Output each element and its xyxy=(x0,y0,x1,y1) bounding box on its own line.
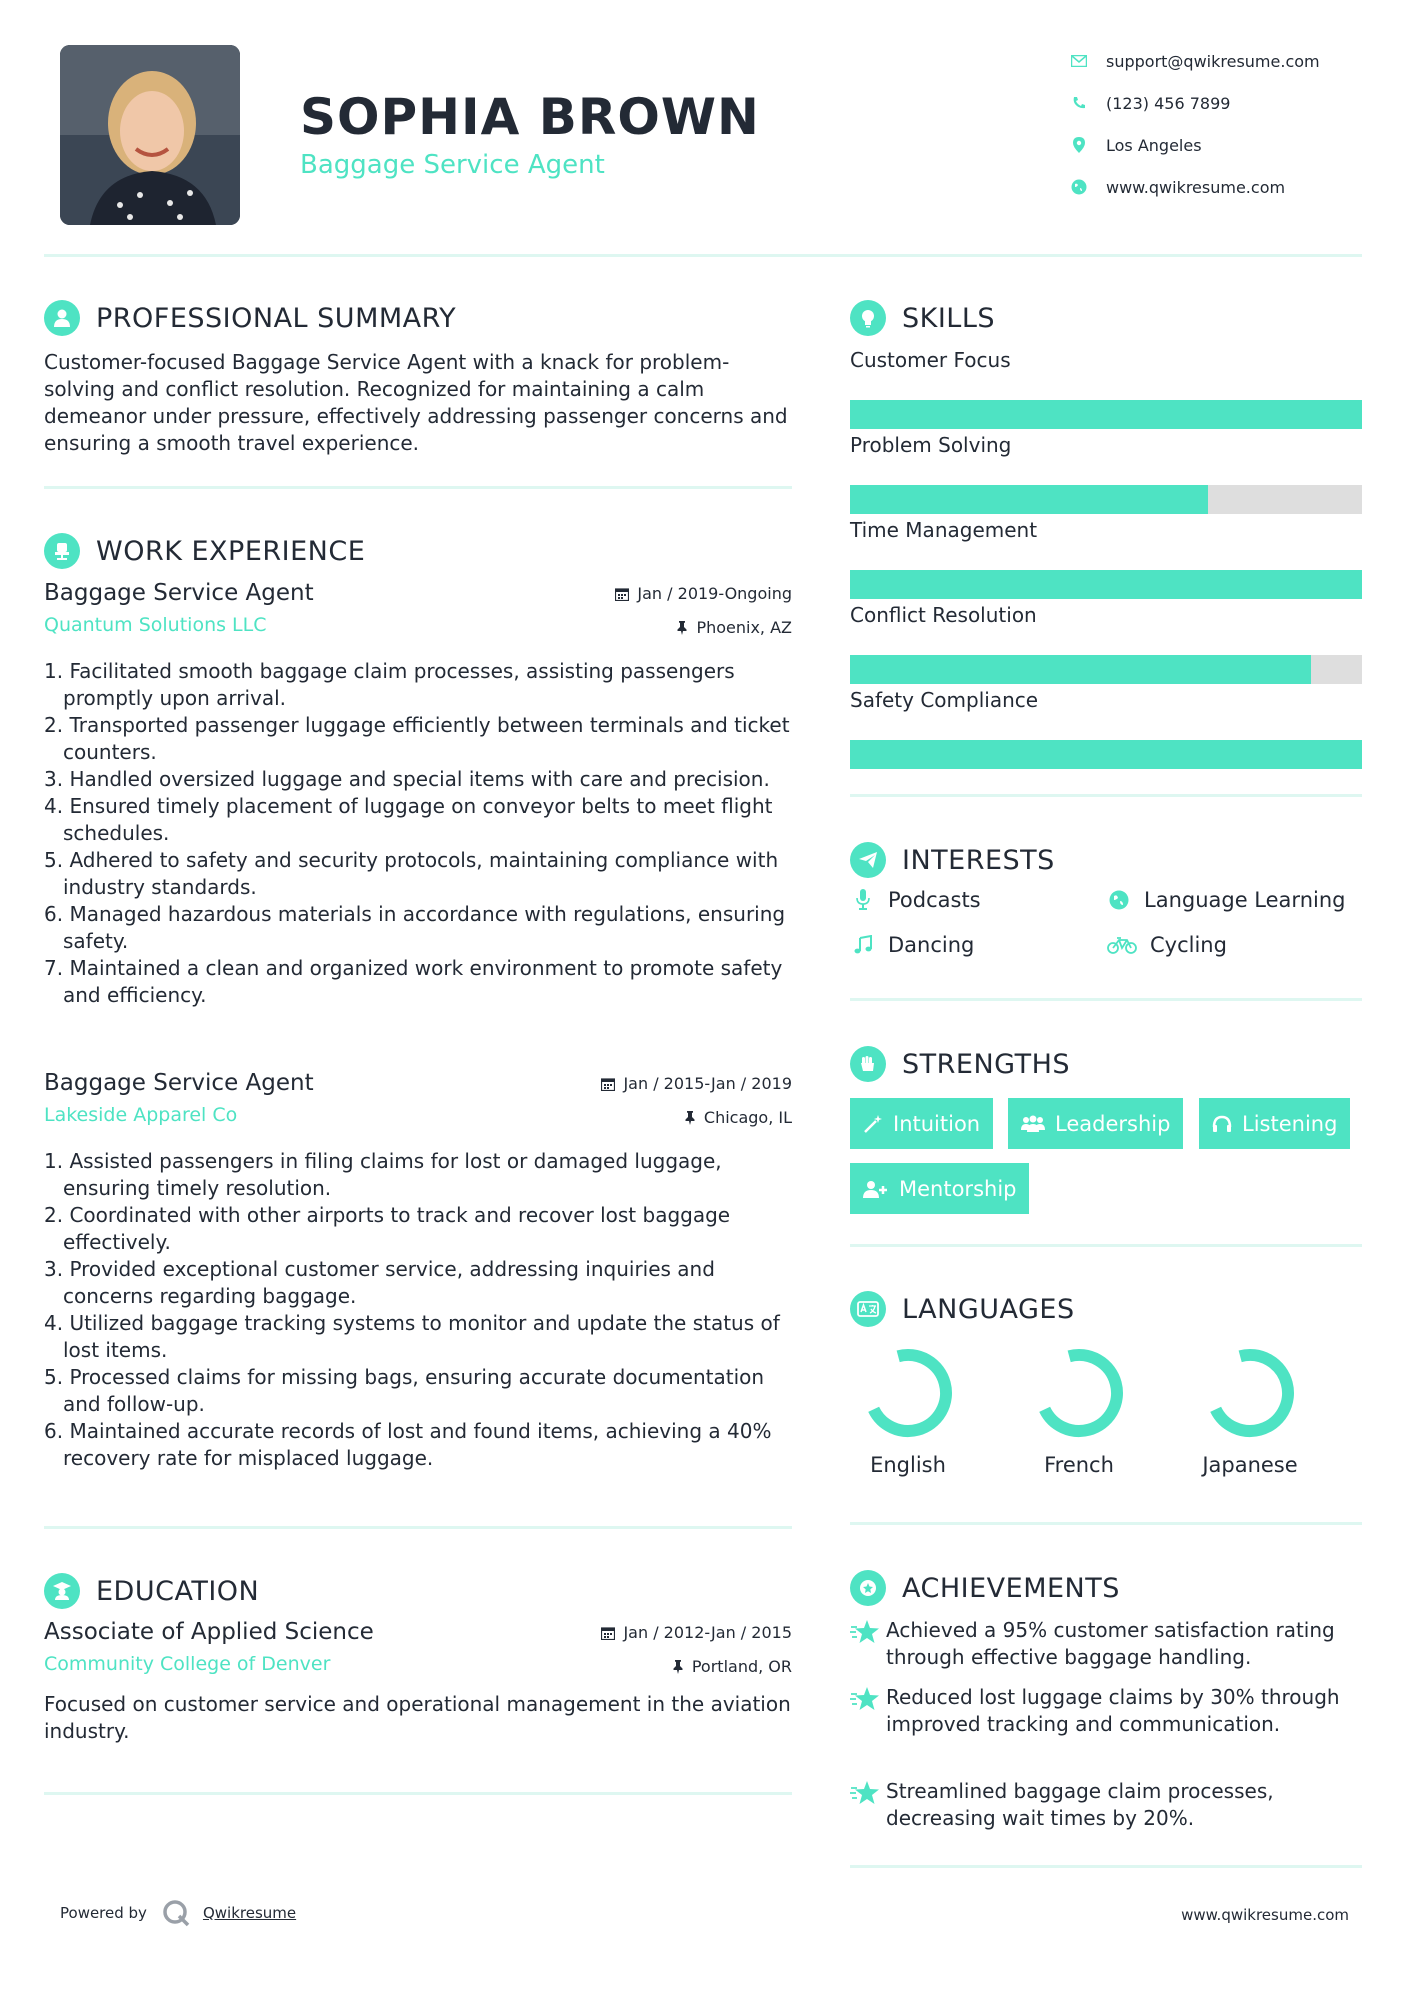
list-item: 4. Utilized baggage tracking systems to monitor and update the status of lost items. xyxy=(44,1311,780,1362)
list-item: 3. Provided exceptional customer service, addressing inquiries and concerns regarding baggage. xyxy=(44,1257,715,1308)
summary-heading: PROFESSIONAL SUMMARY xyxy=(96,302,457,334)
achievements-section-header xyxy=(850,1570,1120,1606)
languages-heading: LANGUAGES xyxy=(902,1293,1075,1325)
contact-website-text: www.qwikresume.com xyxy=(1106,177,1286,197)
lightbulb-icon xyxy=(850,300,886,336)
skill-name: Conflict Resolution xyxy=(850,603,1037,627)
interests-divider xyxy=(850,998,1362,1001)
skill-item xyxy=(850,688,1362,769)
summary-text: Customer-focused Baggage Service Agent with a knack for problem-solving and conflict resolution. Recognized for maintaining a calm demeanor under pressure, effectively addressing passenger concerns and ensuring a smooth travel experience. xyxy=(44,350,788,455)
job-date xyxy=(615,584,792,603)
work-heading: WORK EXPERIENCE xyxy=(96,535,366,567)
user-plus-icon xyxy=(863,1180,889,1198)
envelope-icon xyxy=(1068,51,1090,71)
strength-label: Mentorship xyxy=(899,1176,1017,1201)
list-item: 1. Assisted passengers in filing claims for lost or damaged luggage, ensuring timely resolution. xyxy=(44,1149,722,1200)
education-location-text: Portland, OR xyxy=(691,1657,792,1676)
achievement-item xyxy=(850,1778,1370,1832)
language-ring xyxy=(1031,1345,1127,1441)
skill-name: Problem Solving xyxy=(850,433,1012,457)
skill-name: Time Management xyxy=(850,518,1038,542)
job-bullets xyxy=(44,1148,792,1472)
job-bullets xyxy=(44,658,792,1009)
job-company: Quantum Solutions LLC xyxy=(44,614,267,636)
skill-bar xyxy=(850,570,1362,599)
skill-bar xyxy=(850,485,1362,514)
language-ring-arc xyxy=(1203,1346,1296,1439)
language-item xyxy=(848,1345,968,1477)
bicycle-icon xyxy=(1106,933,1138,957)
job-date-text: Jan / 2015-Jan / 2019 xyxy=(623,1074,792,1093)
language-icon xyxy=(850,1291,886,1327)
phone-icon xyxy=(1068,93,1090,113)
contact-email[interactable] xyxy=(1068,40,1398,82)
strength-label: Leadership xyxy=(1055,1111,1171,1136)
list-item: 4. Ensured timely placement of luggage on conveyor belts to meet flight schedules. xyxy=(44,794,773,845)
job-title: Baggage Service Agent xyxy=(44,1070,314,1096)
job-date-text: Jan / 2019-Ongoing xyxy=(637,584,792,603)
list-item: 3. Handled oversized luggage and special items with care and precision. xyxy=(44,767,770,791)
job-location xyxy=(676,618,792,637)
skill-bar xyxy=(850,655,1362,684)
pushpin-icon xyxy=(684,1111,696,1125)
strengths-heading: STRENGTHS xyxy=(902,1048,1071,1080)
interest-label: Cycling xyxy=(1150,933,1227,957)
language-ring xyxy=(1202,1345,1298,1441)
star-icon xyxy=(850,1684,886,1738)
language-item xyxy=(1190,1345,1310,1477)
skill-bar-fill xyxy=(850,570,1362,599)
strength-tag xyxy=(1008,1098,1183,1149)
list-item: 2. Transported passenger luggage efficiently between terminals and ticket counters. xyxy=(44,713,790,764)
contact-phone[interactable] xyxy=(1068,82,1398,124)
strengths-divider xyxy=(850,1244,1362,1247)
job-location-text: Phoenix, AZ xyxy=(696,618,792,637)
office-chair-icon xyxy=(44,533,80,569)
rosette-icon xyxy=(850,1570,886,1606)
job-company: Lakeside Apparel Co xyxy=(44,1104,238,1126)
contact-location xyxy=(1068,124,1398,166)
star-icon xyxy=(850,1778,886,1832)
calendar-icon xyxy=(601,1626,615,1640)
skill-bar-fill xyxy=(850,485,1208,514)
list-item: 6. Managed hazardous materials in accordance with regulations, ensuring safety. xyxy=(44,902,786,953)
list-item: 2. Coordinated with other airports to track and recover lost baggage effectively. xyxy=(44,1203,731,1254)
interest-item xyxy=(850,888,981,912)
achievement-text: Streamlined baggage claim processes, decreasing wait times by 20%. xyxy=(886,1779,1274,1830)
graduate-icon xyxy=(44,1573,80,1609)
interest-label: Language Learning xyxy=(1144,888,1346,912)
interests-section-header xyxy=(850,842,1055,878)
footer-website[interactable]: www.qwikresume.com xyxy=(1181,1906,1349,1924)
languages-section-header xyxy=(850,1291,1075,1327)
skill-bar xyxy=(850,400,1362,429)
skills-section-header xyxy=(850,300,995,336)
education-divider xyxy=(44,1792,792,1795)
microphone-icon xyxy=(850,888,876,912)
list-item: 5. Adhered to safety and security protocols, maintaining compliance with industry standards. xyxy=(44,848,779,899)
work-section-header xyxy=(44,533,365,569)
education-date-text: Jan / 2012-Jan / 2015 xyxy=(623,1623,792,1642)
language-name: Japanese xyxy=(1202,1453,1298,1477)
language-name: French xyxy=(1044,1453,1114,1477)
language-ring-arc xyxy=(1032,1346,1125,1439)
contact-location-text: Los Angeles xyxy=(1106,135,1202,155)
strength-label: Intuition xyxy=(893,1111,981,1136)
achievement-item xyxy=(850,1617,1370,1671)
skill-bar xyxy=(850,740,1362,769)
skill-item xyxy=(850,603,1362,684)
profile-photo-image xyxy=(60,45,240,225)
job-location xyxy=(684,1108,792,1127)
school-name: Community College of Denver xyxy=(44,1653,331,1675)
achievement-item xyxy=(850,1684,1370,1738)
languages-divider xyxy=(850,1522,1362,1525)
summary-divider xyxy=(44,486,792,489)
job-entry xyxy=(44,1070,792,1472)
skill-bar-fill xyxy=(850,740,1362,769)
interest-item xyxy=(1106,933,1227,957)
map-pin-icon xyxy=(1068,135,1090,155)
skill-name: Customer Focus xyxy=(850,348,1011,372)
interest-label: Dancing xyxy=(888,933,975,957)
job-location-text: Chicago, IL xyxy=(703,1108,792,1127)
interest-item xyxy=(1106,888,1345,912)
education-entry xyxy=(44,1619,792,1745)
calendar-icon xyxy=(601,1077,615,1091)
interest-label: Podcasts xyxy=(888,888,981,912)
globe-icon xyxy=(1106,888,1132,912)
pushpin-icon xyxy=(676,621,688,635)
strength-tag xyxy=(1199,1098,1350,1149)
job-date xyxy=(601,1074,792,1093)
achievements-heading: ACHIEVEMENTS xyxy=(902,1572,1120,1604)
language-ring-arc xyxy=(861,1346,954,1439)
education-description: Focused on customer service and operational management in the aviation industry. xyxy=(44,1692,791,1743)
skill-item xyxy=(850,518,1362,599)
magic-wand-icon xyxy=(863,1114,883,1134)
contact-website[interactable] xyxy=(1068,166,1398,208)
skill-bar-fill xyxy=(850,400,1362,429)
degree-title: Associate of Applied Science xyxy=(44,1619,374,1645)
profile-photo xyxy=(60,45,240,225)
list-item: 7. Maintained a clean and organized work environment to promote safety and efficiency. xyxy=(44,956,783,1007)
footer-powered-by xyxy=(60,1898,296,1928)
candidate-name: SOPHIA BROWN xyxy=(300,88,760,146)
skill-name: Safety Compliance xyxy=(850,688,1039,712)
summary-section-header xyxy=(44,300,456,336)
skills-divider xyxy=(850,794,1362,797)
list-item: 1. Facilitated smooth baggage claim processes, assisting passengers promptly upon arrival. xyxy=(44,659,735,710)
job-title: Baggage Service Agent xyxy=(44,580,314,606)
language-item xyxy=(1019,1345,1139,1477)
raised-fist-icon xyxy=(850,1046,886,1082)
skill-bar-fill xyxy=(850,655,1311,684)
education-date xyxy=(601,1623,792,1642)
strength-label: Listening xyxy=(1242,1111,1338,1136)
interest-item xyxy=(850,933,974,957)
star-icon xyxy=(850,1617,886,1671)
contact-info xyxy=(1068,40,1398,208)
interests-heading: INTERESTS xyxy=(902,844,1055,876)
achievements-divider xyxy=(850,1865,1362,1868)
work-divider xyxy=(44,1526,792,1529)
contact-email-text: support@qwikresume.com xyxy=(1106,51,1320,71)
list-item: 5. Processed claims for missing bags, ensuring accurate documentation and follow-up. xyxy=(44,1365,765,1416)
language-name: English xyxy=(870,1453,946,1477)
job-entry xyxy=(44,580,792,1009)
candidate-title: Baggage Service Agent xyxy=(300,150,605,180)
contact-phone-text: (123) 456 7899 xyxy=(1106,93,1231,113)
education-location xyxy=(672,1657,792,1676)
calendar-icon xyxy=(615,587,629,601)
education-section-header xyxy=(44,1573,259,1609)
globe-icon xyxy=(1068,177,1090,197)
achievement-text: Reduced lost luggage claims by 30% through improved tracking and communication. xyxy=(886,1685,1340,1736)
education-heading: EDUCATION xyxy=(96,1575,260,1607)
qwikresume-logo-icon xyxy=(161,1898,191,1928)
powered-by-text: Powered by xyxy=(60,1904,147,1922)
achievement-text: Achieved a 95% customer satisfaction rating through effective baggage handling. xyxy=(886,1618,1335,1669)
paper-plane-icon xyxy=(850,842,886,878)
skills-heading: SKILLS xyxy=(902,302,996,334)
qwikresume-link[interactable]: Qwikresume xyxy=(202,1904,297,1922)
headphones-icon xyxy=(1212,1115,1232,1133)
skill-item xyxy=(850,348,1362,429)
language-ring xyxy=(860,1345,956,1441)
users-icon xyxy=(1021,1115,1045,1133)
music-note-icon xyxy=(850,933,876,957)
pushpin-icon xyxy=(672,1660,684,1674)
list-item: 6. Maintained accurate records of lost and found items, achieving a 40% recovery rate for misplaced luggage. xyxy=(44,1419,772,1470)
strength-tag xyxy=(850,1098,993,1149)
header-divider xyxy=(44,254,1362,257)
skill-item xyxy=(850,433,1362,514)
strengths-section-header xyxy=(850,1046,1070,1082)
user-icon xyxy=(44,300,80,336)
strength-tag xyxy=(850,1163,1029,1214)
